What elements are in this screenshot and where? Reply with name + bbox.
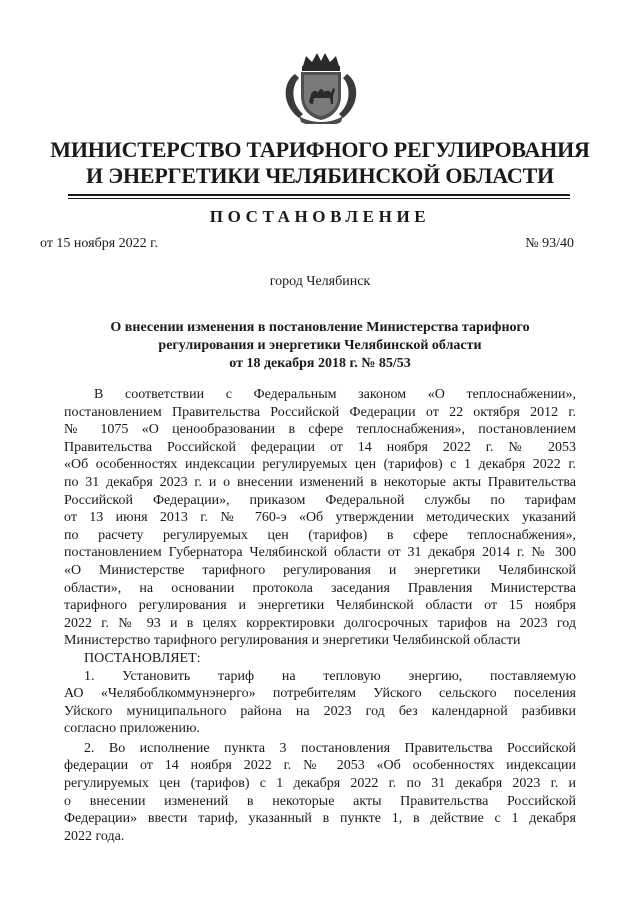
body-line: области», на основании протокола заседания Правления Министерства (64, 580, 576, 596)
coat-of-arms-icon (273, 52, 369, 124)
ministry-title-line2: И ЭНЕРГЕТИКИ ЧЕЛЯБИНСКОЙ ОБЛАСТИ (86, 163, 554, 188)
body-line: АО «Челябоблкоммунэнерго» потребителям Уйского сельского поселения (64, 686, 576, 702)
subject-line: от 18 декабря 2018 г. № 85/53 (229, 356, 411, 371)
document-date: от 15 ноября 2022 г. (40, 236, 158, 251)
body-line: тарифного регулирования и энергетики Челябинской области от 15 ноября (64, 598, 576, 614)
body-line: 1. Установить тариф на тепловую энергию, поставляемую (84, 668, 576, 684)
body-line: Российской Федерации», приказом Федеральной службы по тарифам (64, 492, 576, 508)
body-line: 2. Во исполнение пункта 3 постановления Правительства Российской (84, 740, 576, 756)
body-line: регулируемых цен (тарифов) с 1 декабря 2022 г. по 31 декабря 2023 г. и (64, 776, 576, 792)
body-line: В соответствии с Федеральным законом «О теплоснабжении», (94, 387, 576, 402)
header-divider-thin (68, 198, 570, 199)
subject-line: О внесении изменения в постановление Министерства тарифного (110, 320, 530, 335)
document-body (64, 386, 576, 845)
body-line: 2022 г. № 93 и в целях корректировки долгосрочных тарифов на 2023 год (64, 615, 576, 631)
body-line: о внесении изменений в некоторые акты Правительства Российской (64, 793, 576, 809)
document-number: № 93/40 (525, 236, 574, 251)
body-line: «Об особенностях индексации регулируемых цен (тарифов) с 1 декабря 2022 г. (64, 457, 576, 473)
body-line: постановлением Губернатора Челябинской области от 31 декабря 2014 г. № 300 (64, 545, 576, 561)
body-line: ПОСТАНОВЛЯЕТ: (84, 650, 201, 666)
body-line: Уйского муниципального района на 2023 год без календарной разбивки (64, 703, 576, 719)
body-line: от 13 июня 2013 г. № 760-э «Об утверждении методических указаний (64, 510, 576, 526)
body-line: согласно приложению. (64, 721, 200, 737)
body-line: № 1075 «О ценообразовании в сфере теплоснабжения», постановлением (64, 422, 576, 438)
body-line: по расчету регулируемых цен (тарифов) в сфере теплоснабжения», (64, 527, 576, 543)
body-line: 2022 года. (64, 828, 125, 844)
document-type: ПОСТАНОВЛЕНИЕ (209, 207, 431, 226)
body-line: постановлением Правительства Российской Федерации от 22 октября 2012 г. (64, 404, 576, 420)
subject-line: регулирования и энергетики Челябинской области (158, 338, 482, 353)
body-line: «О Министерстве тарифного регулирования и энергетики Челябинской (64, 562, 576, 578)
body-line: Министерство тарифного регулирования и энергетики Челябинской области (64, 633, 521, 649)
body-line: федерации от 14 ноября 2022 г. № 2053 «Об особенностях индексации (64, 758, 576, 774)
body-line: по 31 декабря 2023 г. и о внесении изменений в некоторые акты Правительства (64, 474, 576, 490)
document-city: город Челябинск (269, 274, 371, 289)
body-line: Федерации» ввести тариф, указанный в пункте 1, в действие с 1 декабря (64, 811, 576, 827)
body-line: Правительства Российской федерации от 14 ноября 2022 г. № 2053 (64, 439, 576, 455)
ministry-title-line1: МИНИСТЕРСТВО ТАРИФНОГО РЕГУЛИРОВАНИЯ (50, 137, 590, 162)
header-divider-thick (68, 194, 570, 196)
